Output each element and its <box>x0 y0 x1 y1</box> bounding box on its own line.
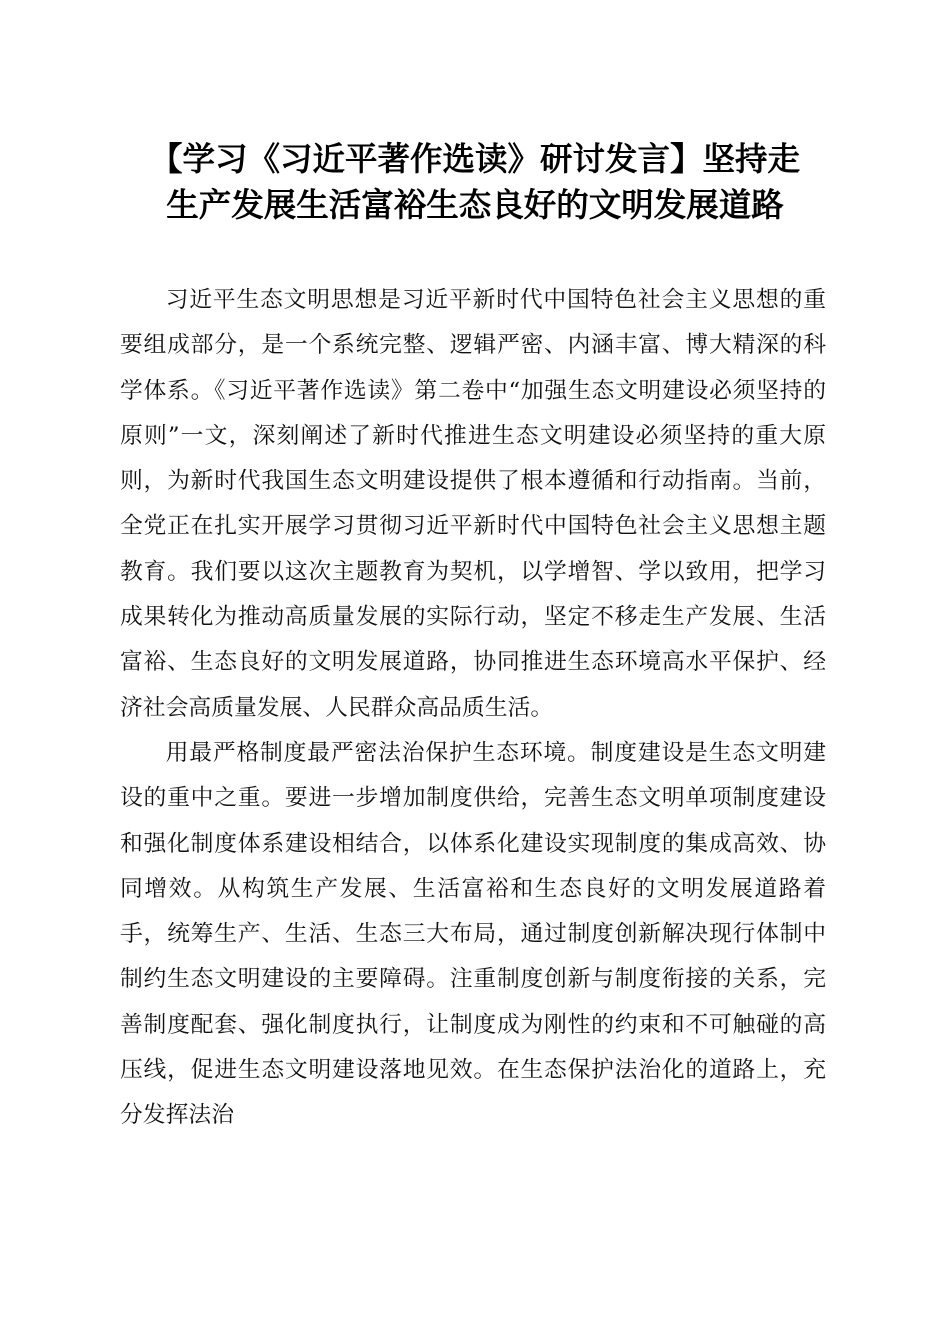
body-paragraph-1: 习近平生态文明思想是习近平新时代中国特色社会主义思想的重要组成部分，是一个系统完整、逻辑严密、内涵丰富、博大精深的科学体系。《习近平著作选读》第二卷中“加强生态文明建设必须坚持的原则”一文，深刻阐述了新时代推进生态文明建设必须坚持的重大原则，为新时代我国生态文明建设提供了根本遵循和行动指南。当前，全党正在扎实开展学习贯彻习近平新时代中国特色社会主义思想主题教育。我们要以这次主题教育为契机，以学增智、学以致用，把学习成果转化为推动高质量发展的实际行动，坚定不移走生产发展、生活富裕、生态良好的文明发展道路，协同推进生态环境高水平保护、经济社会高质量发展、人民群众高品质生活。 <box>120 287 826 721</box>
body-paragraph-2: 用最严格制度最严密法治保护生态环境。制度建设是生态文明建设的重中之重。要进一步增加制度供给，完善生态文明单项制度建设和强化制度体系建设相结合，以体系化建设实现制度的集成高效、协同增效。从构筑生产发展、生活富裕和生态良好的文明发展道路着手，统筹生产、生活、生态三大布局，通过制度创新解决现行体制中制约生态文明建设的主要障碍。注重制度创新与制度衔接的关系，完善制度配套、强化制度执行，让制度成为刚性的约束和不可触碰的高压线，促进生态文明建设落地见效。在生态保护法治化的道路上，充分发挥法治 <box>120 739 826 1129</box>
title-line-1: 【学习《习近平著作选读》研讨发言】坚持走 <box>149 139 800 178</box>
title-line-2: 生产发展生活富裕生态良好的文明发展道路 <box>166 185 784 224</box>
document-body <box>120 278 826 1139</box>
document-title <box>110 136 840 228</box>
